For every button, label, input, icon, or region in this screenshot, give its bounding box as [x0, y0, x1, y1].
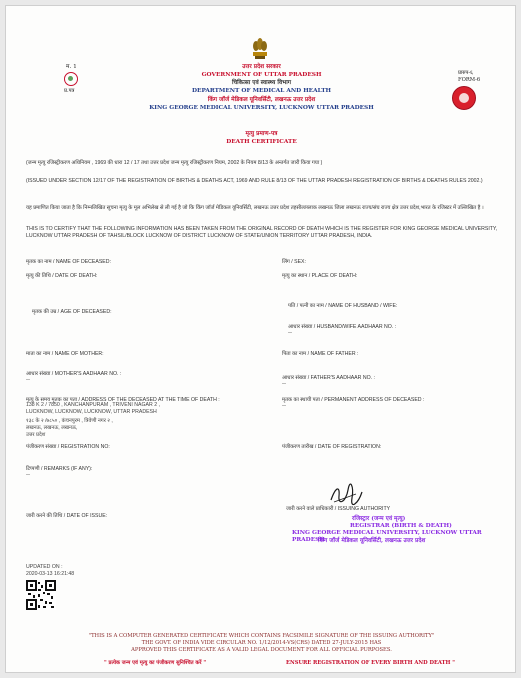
kgmu-logo-icon	[452, 86, 476, 110]
date-of-death-label: मृत्यु की तिथि / DATE OF DEATH:	[26, 273, 98, 279]
footer-line-1: "THIS IS A COMPUTER GENERATED CERTIFICATE WHICH CONTAINS FACSIMILE SIGNATURE OF THE ISSUING AUTHORITY"	[88, 633, 435, 639]
certify-english: THIS IS TO CERTIFY THAT THE FOLLOWING INFORMATION HAS BEEN TAKEN FROM THE ORIGINAL RECORD OF DEATH WHICH IS THE REGISTER FOR KING GEORGE MEDICAL UNIVERSITY, LUCKNOW UTTAR PRADESH OF TAHSIL/BLOCK LUCKNOW OF DISTRICT LUCKNOW OF STATE/UNION TERRITORY UTTAR PRADESH, INDIA.	[26, 226, 498, 240]
slogan-hindi: " प्रत्येक जन्म एवं मृत्यु का पंजीकरण सुनिश्चित करें "	[104, 660, 207, 666]
place-of-death-label: मृत्यु का स्थान / PLACE OF DEATH:	[282, 273, 358, 279]
slogan-english: ENSURE REGISTRATION OF EVERY BIRTH AND DEATH "	[286, 660, 455, 666]
form-right-english: FORM-6	[458, 77, 481, 83]
address-line-5: उत्तर प्रदेश	[26, 432, 46, 438]
dept-hindi: चिकित्सा एवं स्वास्थ्य विभाग	[232, 80, 291, 86]
updated-on-label: UPDATED ON :	[26, 564, 63, 570]
qr-code-icon	[26, 580, 56, 610]
name-of-mother-label: माता का नाम / NAME OF MOTHER:	[26, 351, 104, 357]
authority-university-english: KING GEORGE MEDICAL UNIVERSITY, LUCKNOW UTTAR PRADESH	[292, 530, 482, 544]
address-line-1: 138 K 2 / 7850 , KANCHANPURAM , TRIVENI NAGAR 2 ,	[26, 402, 160, 408]
title-hindi: मृत्यु प्रमाण-पत्र	[245, 131, 278, 137]
address-line-4: लखनऊ, लखनऊ, लखनऊ,	[26, 425, 78, 431]
husband-wife-aadhaar-label: आधार संख्या / HUSBAND/WIFE AADHAAR NO. :	[288, 324, 397, 330]
husband-wife-aadhaar-value: --	[288, 330, 292, 336]
national-emblem-icon	[249, 36, 271, 62]
mother-aadhaar-value: --	[26, 377, 30, 383]
form-right-hindi: प्रारुप-६	[458, 70, 473, 76]
university-hindi: किंग जॉर्ज मेडिकल यूनिवर्सिटी, लखनऊ उत्तर प्रदेश	[207, 97, 316, 103]
name-husband-wife-label: पति / पत्नी का नाम / NAME OF HUSBAND / WIFE:	[288, 303, 398, 309]
footer-line-2: THE GOVT. OF INDIA VIDE CIRCULAR NO. 1/12/2014-VS(CRS) DATED 27-JULY-2015 HAS	[141, 640, 382, 646]
father-aadhaar-label: आधार संख्या / FATHER'S AADHAAR NO. :	[282, 375, 375, 381]
permanent-address-value: --	[282, 403, 286, 409]
father-aadhaar-value: --	[282, 381, 286, 387]
registration-no-label: पंजीकरण संख्या / REGISTRATION NO:	[26, 444, 110, 450]
issued-under-english: (ISSUED UNDER SECTION 12/17 OF THE REGISTRATION OF BIRTHS & DEATHS ACT, 1969 AND RULE 8/13 OF THE UTTAR PRADESH REGISTRATION OF BIRTHS & DEATHS RULES 2002.)	[26, 178, 483, 184]
title-english: DEATH CERTIFICATE	[226, 139, 297, 145]
sex-label: लिंग / SEX:	[282, 259, 306, 265]
address-at-death-label: मृत्यु के समय मृतक का पता / ADDRESS OF THE DECEASED AT THE TIME OF DEATH :	[26, 397, 220, 403]
issued-under-hindi: (जन्म मृत्यु रजिस्ट्रीकरण अधिनियम , 1969 की धारा 12 / 17 तथा उत्तर प्रदेश जन्म मृत्यु रजिस्ट्रीकरण नियम, 2002 के नियम 8/13 के अन्तर्गत जारी किया गया )	[26, 160, 323, 166]
name-of-father-label: पिता का नाम / NAME OF FATHER :	[282, 351, 359, 357]
age-label: मृतक की उम्र / AGE OF DECEASED:	[32, 309, 112, 315]
mother-aadhaar-label: आधार संख्या / MOTHER'S AADHAAR NO. :	[26, 371, 122, 377]
dept-english: DEPARTMENT OF MEDICAL AND HEALTH	[192, 88, 331, 94]
state-hindi: उत्तर प्रदेश सरकार	[242, 64, 281, 70]
date-of-issue-label: जारी करने की तिथि / DATE OF ISSUE:	[26, 513, 108, 519]
issuing-authority-label: जारी करने वाले प्राधिकारी / ISSUING AUTHORITY	[286, 506, 391, 512]
address-line-2: LUCKNOW, LUCKNOW, LUCKNOW, UTTAR PRADESH	[26, 409, 157, 415]
university-english: KING GEORGE MEDICAL UNIVERSITY, LUCKNOW UTTAR PRADESH	[149, 105, 374, 111]
date-of-registration-label: पंजीकरण तारीख / DATE OF REGISTRATION:	[282, 444, 382, 450]
certificate-page	[5, 5, 516, 673]
state-english: GOVERNMENT OF UTTAR PRADESH	[201, 72, 322, 78]
address-line-3: १३८ के २ /७८५० , कंचनपुरम , त्रिवेणी नगर २ ,	[26, 418, 113, 424]
remarks-value: --	[26, 472, 30, 478]
registrar-hindi: रजिस्ट्रार (जन्म एवं मृत्यु)	[352, 516, 406, 522]
permanent-address-label: मृतक का स्थायी पता / PERMANENT ADDRESS OF DECEASED :	[282, 397, 425, 403]
form-left-code: म. 1	[66, 64, 77, 70]
certify-hindi: यह प्रमाणित किया जाता है कि निम्नलिखित सूचना मृत्यु के मूल अभिलेख से ली गई है जो कि किंग जॉर्ज मेडिकल यूनिवर्सिटी, लखनऊ उत्तर प्रदेश तहसील/ब्लाक लखनऊ जिला लखनऊ राज्य/संघ राज्य क्षेत्र उत्तर प्रदेश,भारत के रजिस्टर में उल्लिखित है ।	[26, 205, 484, 211]
name-of-deceased-label: मृतक का नाम / NAME OF DECEASED:	[26, 259, 111, 265]
registrar-english: REGISTRAR (BIRTH & DEATH)	[350, 523, 452, 529]
footer-line-3: APPROVED THIS CERTIFICATE AS A VALID LEGAL DOCUMENT FOR ALL OFFICIAL PURPOSES.	[131, 647, 392, 653]
updated-on-value: 2020-03-13 16:21:48	[26, 571, 75, 577]
form-left-sub: प्र.पत्र	[64, 88, 75, 94]
remarks-label: टिप्पणी / REMARKS (IF ANY):	[26, 466, 93, 472]
authority-university-hindi: किंग जॉर्ज मेडिकल यूनिवर्सिटी, लखनऊ उत्तर प्रदेश	[318, 538, 426, 544]
